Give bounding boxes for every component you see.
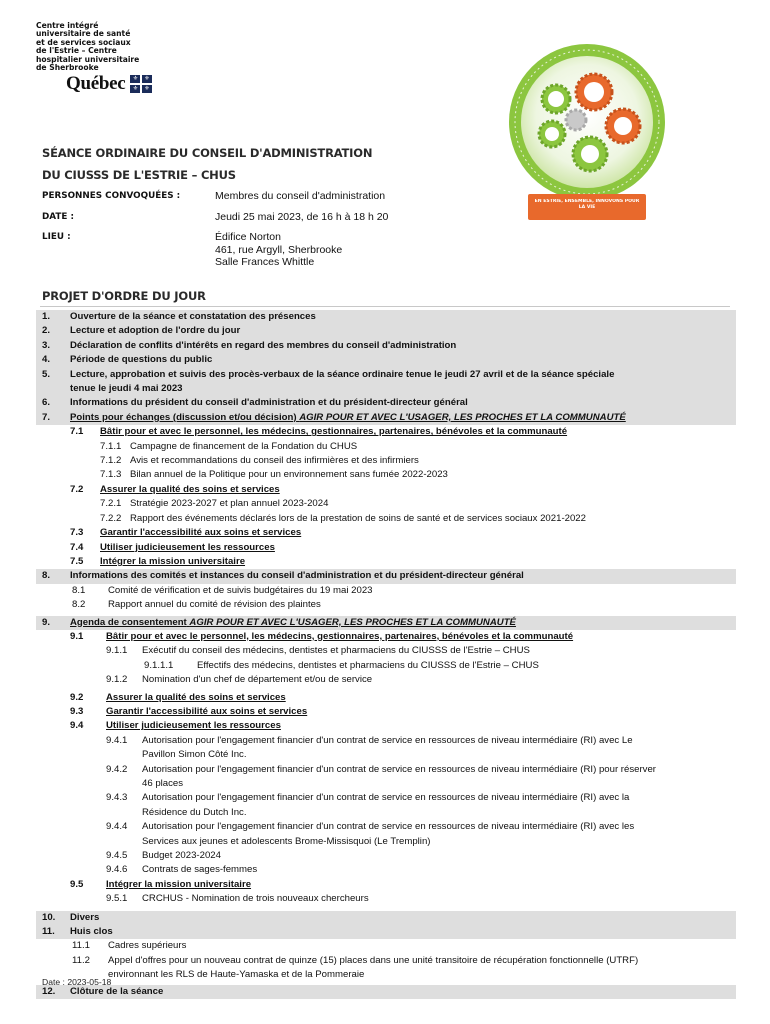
agenda-list xyxy=(36,310,736,999)
agenda-item-2: 2. Lecture et adoption de l'ordre du jour xyxy=(42,325,241,337)
agenda-subitem: 9.1.2 Nomination d'un chef de département et/ou de service xyxy=(106,674,373,686)
gear-icon xyxy=(606,109,640,143)
title-line-1: SÉANCE ORDINAIRE DU CONSEIL D'ADMINISTRATION xyxy=(42,146,373,160)
gear-icon xyxy=(566,110,586,130)
convoques-label: PERSONNES CONVOQUÉES : xyxy=(42,191,181,201)
agenda-subitem: 7.3 Garantir l'accessibilité aux soins et services xyxy=(70,527,302,539)
quebec-wordmark: Québec xyxy=(66,73,126,94)
agenda-band xyxy=(36,616,736,630)
agenda-subitem: 9.1.1.1 Effectifs des médecins, dentistes et pharmaciens du CIUSSS de l'Estrie – CHUS xyxy=(144,659,539,671)
agenda-item-11: 11. Huis clos xyxy=(42,926,113,938)
agenda-subitem: 9.4.6 Contrats de sages-femmes xyxy=(106,864,258,876)
gear-icon xyxy=(539,121,565,147)
lieu-line: Édifice Norton xyxy=(215,231,281,243)
quebec-logo xyxy=(66,73,152,95)
agenda-subitem: 9.4.1 Autorisation pour l'engagement financier d'un contrat de service en ressources de niveau intermédiaire (RI) avec Le Pavillon Simon Côté Inc. xyxy=(106,734,633,761)
agenda-subitem: 11.1 Cadres supérieurs xyxy=(72,940,187,952)
agenda-subitem: 7.1.2 Avis et recommandations du conseil des infirmières et des infirmiers xyxy=(100,455,419,467)
agenda-subitem: 8.2 Rapport annuel du comité de révision des plaintes xyxy=(72,599,321,611)
title-line-2: DU CIUSSS DE L'ESTRIE – CHUS xyxy=(42,168,236,182)
agenda-band xyxy=(36,985,736,999)
strategy-wheel-graphic xyxy=(498,42,676,220)
lieu-line: 461, rue Argyll, Sherbrooke xyxy=(215,243,343,256)
org-line: et de services sociaux xyxy=(36,37,131,47)
lieu-line: Salle Frances Whittle xyxy=(215,256,315,268)
fleur-de-lys-flag-icon: ⚜ ⚜ ⚜ ⚜ xyxy=(130,75,152,93)
convoques-value: Membres du conseil d'administration xyxy=(215,190,386,202)
gear-icon xyxy=(542,85,570,113)
agenda-subitem: 9.2 Assurer la qualité des soins et services xyxy=(70,691,286,703)
agenda-subitem: 9.5 Intégrer la mission universitaire xyxy=(70,878,252,890)
agenda-subitem: 7.1.1 Campagne de financement de la Fondation du CHUS xyxy=(100,440,358,452)
agenda-subitem: 9.4.4 Autorisation pour l'engagement financier d'un contrat de service en ressources de niveau intermédiaire (RI) avec les Services aux jeunes et adolescents Brome-Missisquoi (Le Tremplin) xyxy=(106,821,635,847)
agenda-item-9: 9. Agenda de consentement AGIR POUR ET AVEC L'USAGER, LES PROCHES ET LA COMMUNAUTÉ xyxy=(42,616,516,628)
agenda-subitem: 9.1 Bâtir pour et avec le personnel, les médecins, gestionnaires, partenaires, bénévoles et la communauté xyxy=(70,630,574,642)
agenda-subitem: 7.2.2 Rapport des événements déclarés lors de la prestation de soins de santé et de services sociaux 2021-2022 xyxy=(100,512,586,524)
agenda-band xyxy=(36,569,736,583)
agenda-subitem: 7.1.3 Bilan annuel de la Politique pour un environnement sans fumée 2022-2023 xyxy=(100,469,448,481)
agenda-subitem: 7.2.1 Stratégie 2023-2027 et plan annuel 2023-2024 xyxy=(100,498,329,510)
agenda-subitem: 9.4.2 Autorisation pour l'engagement financier d'un contrat de service en ressources de niveau intermédiaire (RI) pour réserver 46 places xyxy=(106,763,656,789)
organization-name xyxy=(36,22,186,72)
agenda-item-6: 6. Informations du président du conseil d'administration et du président-directeur général xyxy=(42,397,468,409)
agenda-subitem: 9.4.5 Budget 2023-2024 xyxy=(106,850,221,862)
agenda-subitem: 9.4 Utiliser judicieusement les ressources xyxy=(70,720,281,732)
agenda-subitem: 9.4.3 Autorisation pour l'engagement financier d'un contrat de service en ressources de niveau intermédiaire (RI) avec la Résidence du Dutch Inc. xyxy=(106,792,630,818)
gear-icon xyxy=(573,137,607,171)
agenda-subitem: 7.1 Bâtir pour et avec le personnel, les médecins, gestionnaires, partenaires, bénévoles et la communauté xyxy=(70,426,568,438)
divider xyxy=(40,306,730,307)
meeting-info xyxy=(42,190,482,277)
agenda-item-5: 5. Lecture, approbation et suivis des procès-verbaux de la séance ordinaire tenue le jeudi 27 avril et de la séance spéciale tenue le jeudi 4 mai 2023 xyxy=(42,368,615,395)
agenda-subitem: 9.1.1 Exécutif du conseil des médecins, dentistes et pharmaciens du CIUSSS de l'Estrie – CHUS xyxy=(106,645,530,657)
agenda-item-3: 3. Déclaration de conflits d'intérêts en regard des membres du conseil d'administration xyxy=(42,339,457,351)
convoques-row xyxy=(42,190,482,203)
agenda-title: PROJET D'ORDRE DU JOUR xyxy=(42,289,206,303)
date-label: DATE : xyxy=(42,211,75,222)
footer-date: Date : 2023-05-18 xyxy=(42,977,112,987)
agenda-subitem: 7.4 Utiliser judicieusement les ressources xyxy=(70,541,275,553)
org-line: hospitalier universitaire xyxy=(36,54,140,64)
gear-icon xyxy=(576,74,612,110)
slogan-text: EN ESTRIE, ENSEMBLE, INNOVONS POUR LA VIE xyxy=(534,199,640,210)
agenda-subitem: 7.5 Intégrer la mission universitaire xyxy=(70,555,246,567)
agenda-item-1: 1. Ouverture de la séance et constatation des présences xyxy=(42,311,316,322)
agenda-item-12: 12. Clôture de la séance xyxy=(42,985,164,997)
agenda-item-4: 4. Période de questions du public xyxy=(42,354,213,366)
org-line: Centre intégré xyxy=(36,21,99,30)
page-title xyxy=(42,142,482,186)
agenda-band xyxy=(36,310,736,425)
agenda-subitem: 9.3 Garantir l'accessibilité aux soins et services xyxy=(70,705,308,717)
lieu-value xyxy=(215,231,342,269)
agenda-subitem: 9.5.1 CRCHUS - Nomination de trois nouveaux chercheurs xyxy=(106,893,369,905)
agenda-item-10: 10. Divers xyxy=(42,911,100,923)
date-row xyxy=(42,211,482,224)
agenda-band xyxy=(36,911,736,940)
lieu-row xyxy=(42,231,482,269)
agenda-subitem: 7.2 Assurer la qualité des soins et services xyxy=(70,483,280,495)
org-line: de l'Estrie – Centre xyxy=(36,46,117,56)
lieu-label: LIEU : xyxy=(42,232,71,242)
agenda-subitem: 8.1 Comité de vérification et de suivis budgétaires du 19 mai 2023 xyxy=(72,584,373,596)
agenda-subitem: 11.2 Appel d'offres pour un nouveau contrat de quinze (15) places dans une unité transitoire de récupération fonctionnelle (UTRF) environnant les RLS de Haute-Yamaska et de la Pommeraie xyxy=(72,954,639,981)
agenda-item-7: 7. Points pour échanges (discussion et/ou décision) AGIR POUR ET AVEC L'USAGER, LES PROCHES ET LA COMMUNAUTÉ xyxy=(42,411,626,423)
date-value: Jeudi 25 mai 2023, de 16 h à 18 h 20 xyxy=(215,210,389,223)
org-line: de Sherbrooke xyxy=(36,63,99,73)
agenda-item-8: 8. Informations des comités et instances du conseil d'administration et du président-directeur général xyxy=(42,570,524,582)
org-line: universitaire de santé xyxy=(36,29,131,39)
